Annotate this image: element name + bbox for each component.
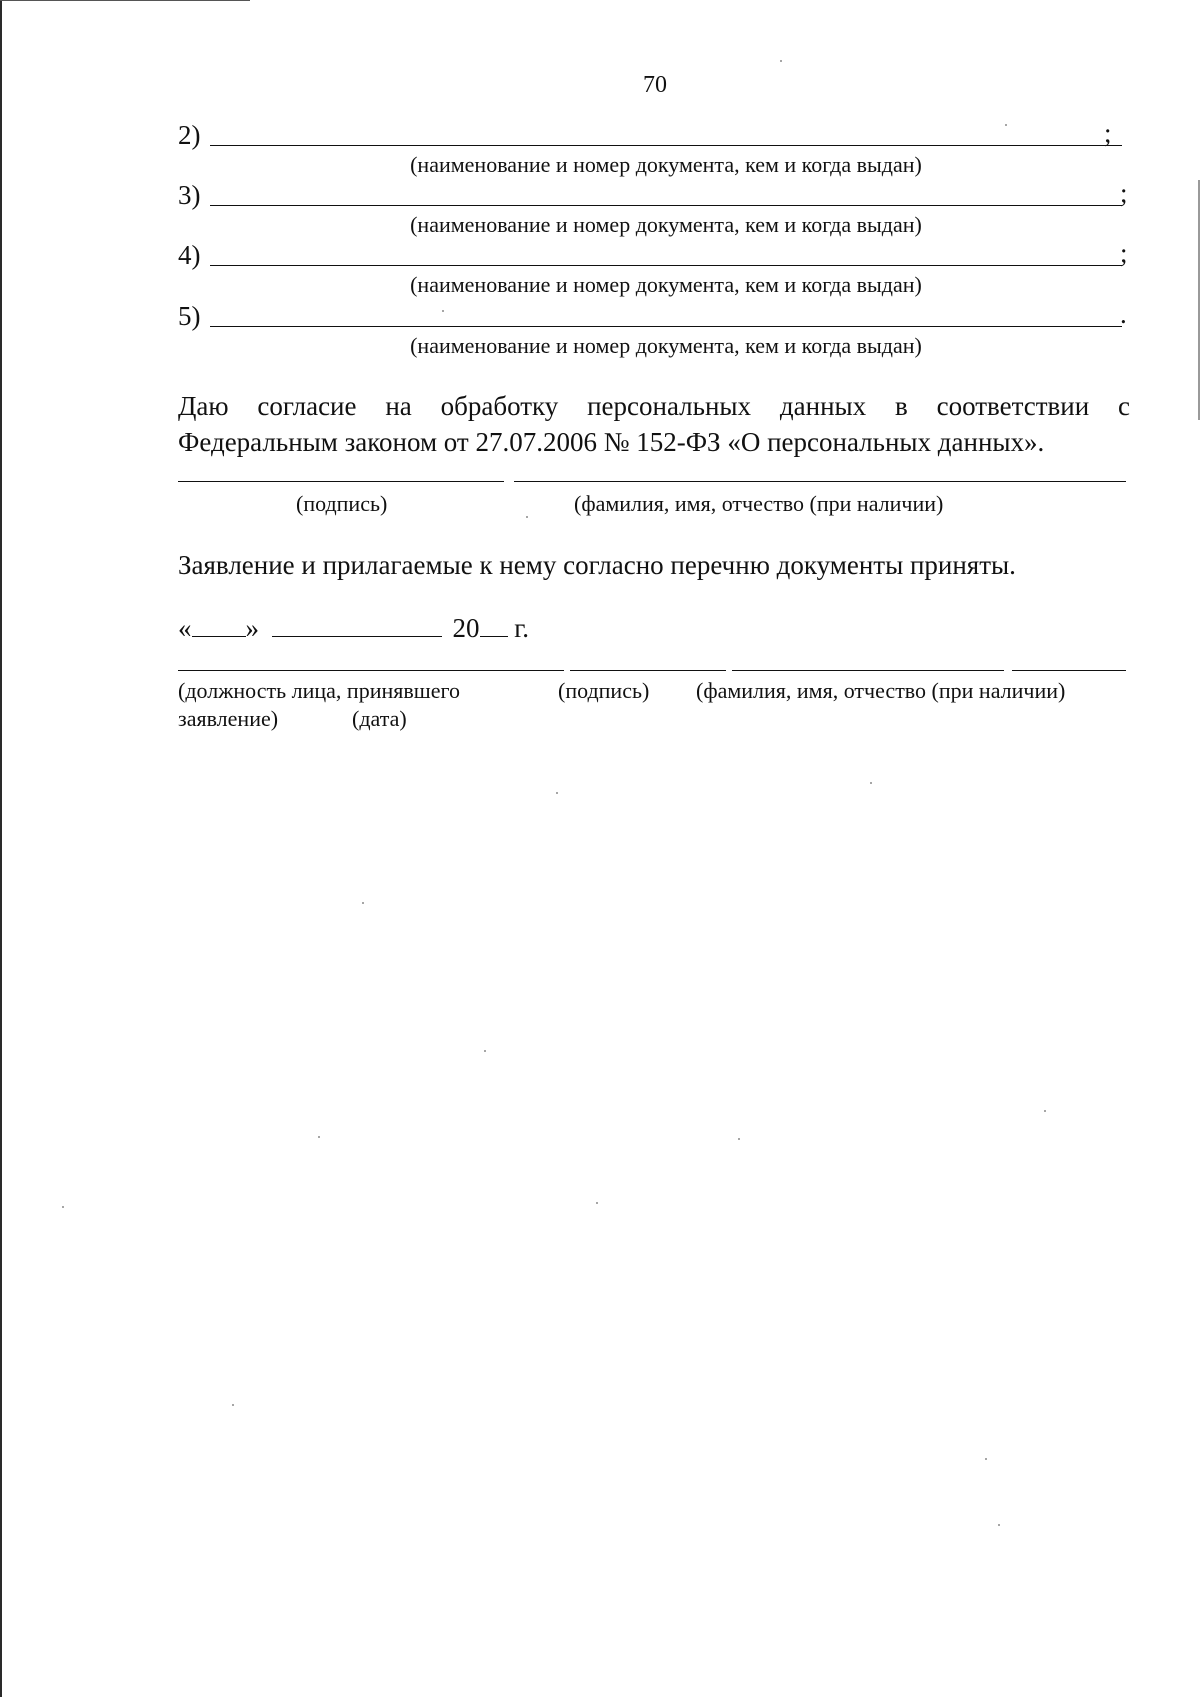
applicant-signature-caption: (подпись) xyxy=(296,491,388,516)
doc-item-terminator: ; xyxy=(1120,238,1128,268)
scan-speck xyxy=(985,1458,987,1460)
consent-line-1 xyxy=(178,388,1130,424)
official-name-caption: (фамилия, имя, отчество (при наличии) xyxy=(696,678,1066,703)
scan-speck xyxy=(526,516,528,518)
doc-item-blank-line[interactable] xyxy=(210,205,1122,206)
scan-speck xyxy=(442,310,444,312)
date-close-quote: » xyxy=(245,613,259,643)
consent-word: с xyxy=(1118,391,1130,421)
date-open-quote: « xyxy=(178,613,192,643)
doc-item-caption: (наименование и номер документа, кем и когда выдан) xyxy=(410,152,922,177)
scan-speck xyxy=(62,1206,64,1208)
scan-speck xyxy=(232,1404,234,1406)
consent-paragraph xyxy=(178,388,1130,460)
scan-speck xyxy=(870,782,872,784)
acceptance-date-field xyxy=(178,612,529,644)
scan-edge-top xyxy=(0,0,250,1)
consent-word: на xyxy=(385,391,412,421)
scan-speck xyxy=(318,1136,320,1138)
scan-speck xyxy=(596,1202,598,1204)
scan-speck xyxy=(1005,124,1007,126)
applicant-name-line[interactable] xyxy=(514,481,1126,482)
accepted-statement: Заявление и прилагаемые к нему согласно перечню документы приняты. xyxy=(178,550,1016,580)
official-name-line[interactable] xyxy=(732,670,1004,671)
applicant-signature-line[interactable] xyxy=(178,481,504,482)
doc-item-number: 4) xyxy=(178,240,201,270)
doc-item-caption: (наименование и номер документа, кем и когда выдан) xyxy=(410,212,922,237)
doc-item-blank-line[interactable] xyxy=(210,326,1122,327)
official-position-line[interactable] xyxy=(178,670,564,671)
official-signature-caption: (подпись) xyxy=(558,678,650,703)
doc-item-terminator: . xyxy=(1120,299,1127,329)
scan-speck xyxy=(556,792,558,794)
scan-speck xyxy=(998,1524,1000,1526)
consent-word: соответствии xyxy=(936,391,1090,421)
consent-word: персональных xyxy=(587,391,752,421)
page-number: 70 xyxy=(643,72,667,98)
scan-speck xyxy=(362,902,364,904)
official-date-caption: (дата) xyxy=(352,706,407,731)
date-year-blank[interactable] xyxy=(480,612,508,637)
doc-item-number: 2) xyxy=(178,120,201,150)
consent-word: данных xyxy=(779,391,867,421)
scan-speck xyxy=(484,1050,486,1052)
official-position-caption: (должность лица, принявшего xyxy=(178,678,460,703)
consent-word: обработку xyxy=(440,391,559,421)
applicant-name-caption: (фамилия, имя, отчество (при наличии) xyxy=(574,491,944,516)
official-extra-line[interactable] xyxy=(1012,670,1126,671)
scan-speck xyxy=(738,1138,740,1140)
date-year-suffix: г. xyxy=(514,613,530,643)
doc-item-number: 5) xyxy=(178,301,201,331)
date-day-blank[interactable] xyxy=(192,612,246,637)
date-year-prefix: 20 xyxy=(452,613,480,643)
doc-item-blank-line[interactable] xyxy=(210,265,1122,266)
doc-item-caption: (наименование и номер документа, кем и когда выдан) xyxy=(410,272,922,297)
consent-word: Даю xyxy=(178,391,229,421)
doc-item-terminator: ; xyxy=(1120,178,1128,208)
doc-item-terminator: ; xyxy=(1104,118,1112,148)
doc-item-caption: (наименование и номер документа, кем и когда выдан) xyxy=(410,333,922,358)
consent-word: согласие xyxy=(257,391,357,421)
official-position-caption-cont: заявление) xyxy=(178,706,279,731)
consent-word: в xyxy=(895,391,908,421)
scan-edge-left xyxy=(0,0,2,1697)
date-month-blank[interactable] xyxy=(272,612,442,637)
doc-item-blank-line[interactable] xyxy=(210,145,1122,146)
consent-line-2: Федеральным законом от 27.07.2006 № 152-ФЗ «О персональных данных». xyxy=(178,427,1045,457)
official-signature-line[interactable] xyxy=(570,670,726,671)
scan-speck xyxy=(780,60,782,62)
doc-item-number: 3) xyxy=(178,180,201,210)
scan-speck xyxy=(1044,1110,1046,1112)
